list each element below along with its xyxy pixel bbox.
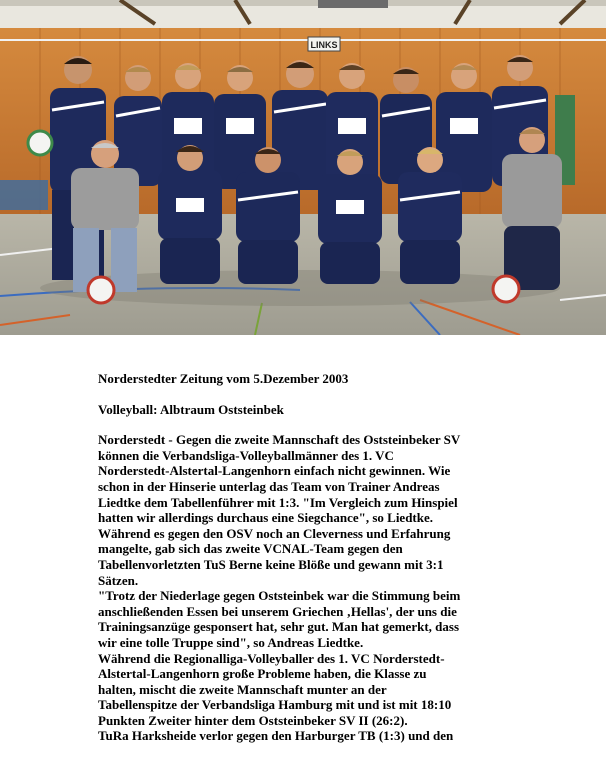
article-body bbox=[98, 432, 598, 744]
gym-sign-text: LINKS bbox=[310, 40, 338, 50]
article-line: Sätzen. bbox=[98, 572, 139, 588]
article-line: können die Verbandsliga-Volleyballmänner des 1. VC bbox=[98, 447, 394, 463]
article-line: Alstertal-Langenhorn große Probleme haben, die Klasse zu bbox=[98, 666, 427, 682]
article-line: Norderstedt-Alstertal-Langenhorn einfach nicht gewinnen. Wie bbox=[98, 463, 451, 479]
article-line: Während die Regionalliga-Volleyballer des 1. VC Norderstedt- bbox=[98, 650, 445, 666]
article-line: Tabellenspitze der Verbandsliga Hamburg mit und ist mit 18:10 bbox=[98, 697, 452, 713]
newspaper-article bbox=[98, 371, 598, 744]
article-line: Während es gegen den OSV noch an Cleverness und Erfahrung bbox=[98, 525, 451, 541]
article-line: schon in der Hinserie unterlag das Team von Trainer Andreas bbox=[98, 478, 440, 494]
article-line: hatten wir allerdings durchaus eine Siegchance", so Liedtke. bbox=[98, 510, 434, 526]
article-line: "Trotz der Niederlage gegen Oststeinbek war die Stimmung beim bbox=[98, 588, 461, 604]
article-line: wir eine tolle Truppe sind", so Andreas Liedtke. bbox=[98, 634, 364, 650]
article-line: mangelte, gab sich das zweite VCNAL-Team gegen den bbox=[98, 541, 403, 557]
team-photo bbox=[0, 0, 606, 335]
article-line: TuRa Harksheide verlor gegen den Harburger TB (1:3) und den bbox=[98, 728, 454, 744]
article-headline: Volleyball: Albtraum Oststeinbek bbox=[98, 401, 284, 417]
article-line: Norderstedt - Gegen die zweite Mannschaft des Oststeinbeker SV bbox=[98, 432, 461, 448]
article-dateline: Norderstedter Zeitung vom 5.Dezember 2003 bbox=[98, 371, 349, 386]
article-line: Trainingsanzüge gesponsert hat, sehr gut. Man hat gemerkt, dass bbox=[98, 619, 460, 635]
article-line: Liedtke dem Tabellenführer mit 1:3. "Im Vergleich zum Hinspiel bbox=[98, 494, 458, 510]
article-line: Punkten Zweiter hinter dem Oststeinbeker SV II (26:2). bbox=[98, 712, 408, 728]
article-line: Tabellenvorletzten TuS Berne keine Blöße und gewann mit 3:1 bbox=[98, 556, 444, 572]
article-line: halten, mischt die zweite Mannschaft munter an der bbox=[98, 681, 387, 697]
article-line: anschließenden Essen bei unserem Griechen ‚Hellas', der uns die bbox=[98, 603, 457, 619]
